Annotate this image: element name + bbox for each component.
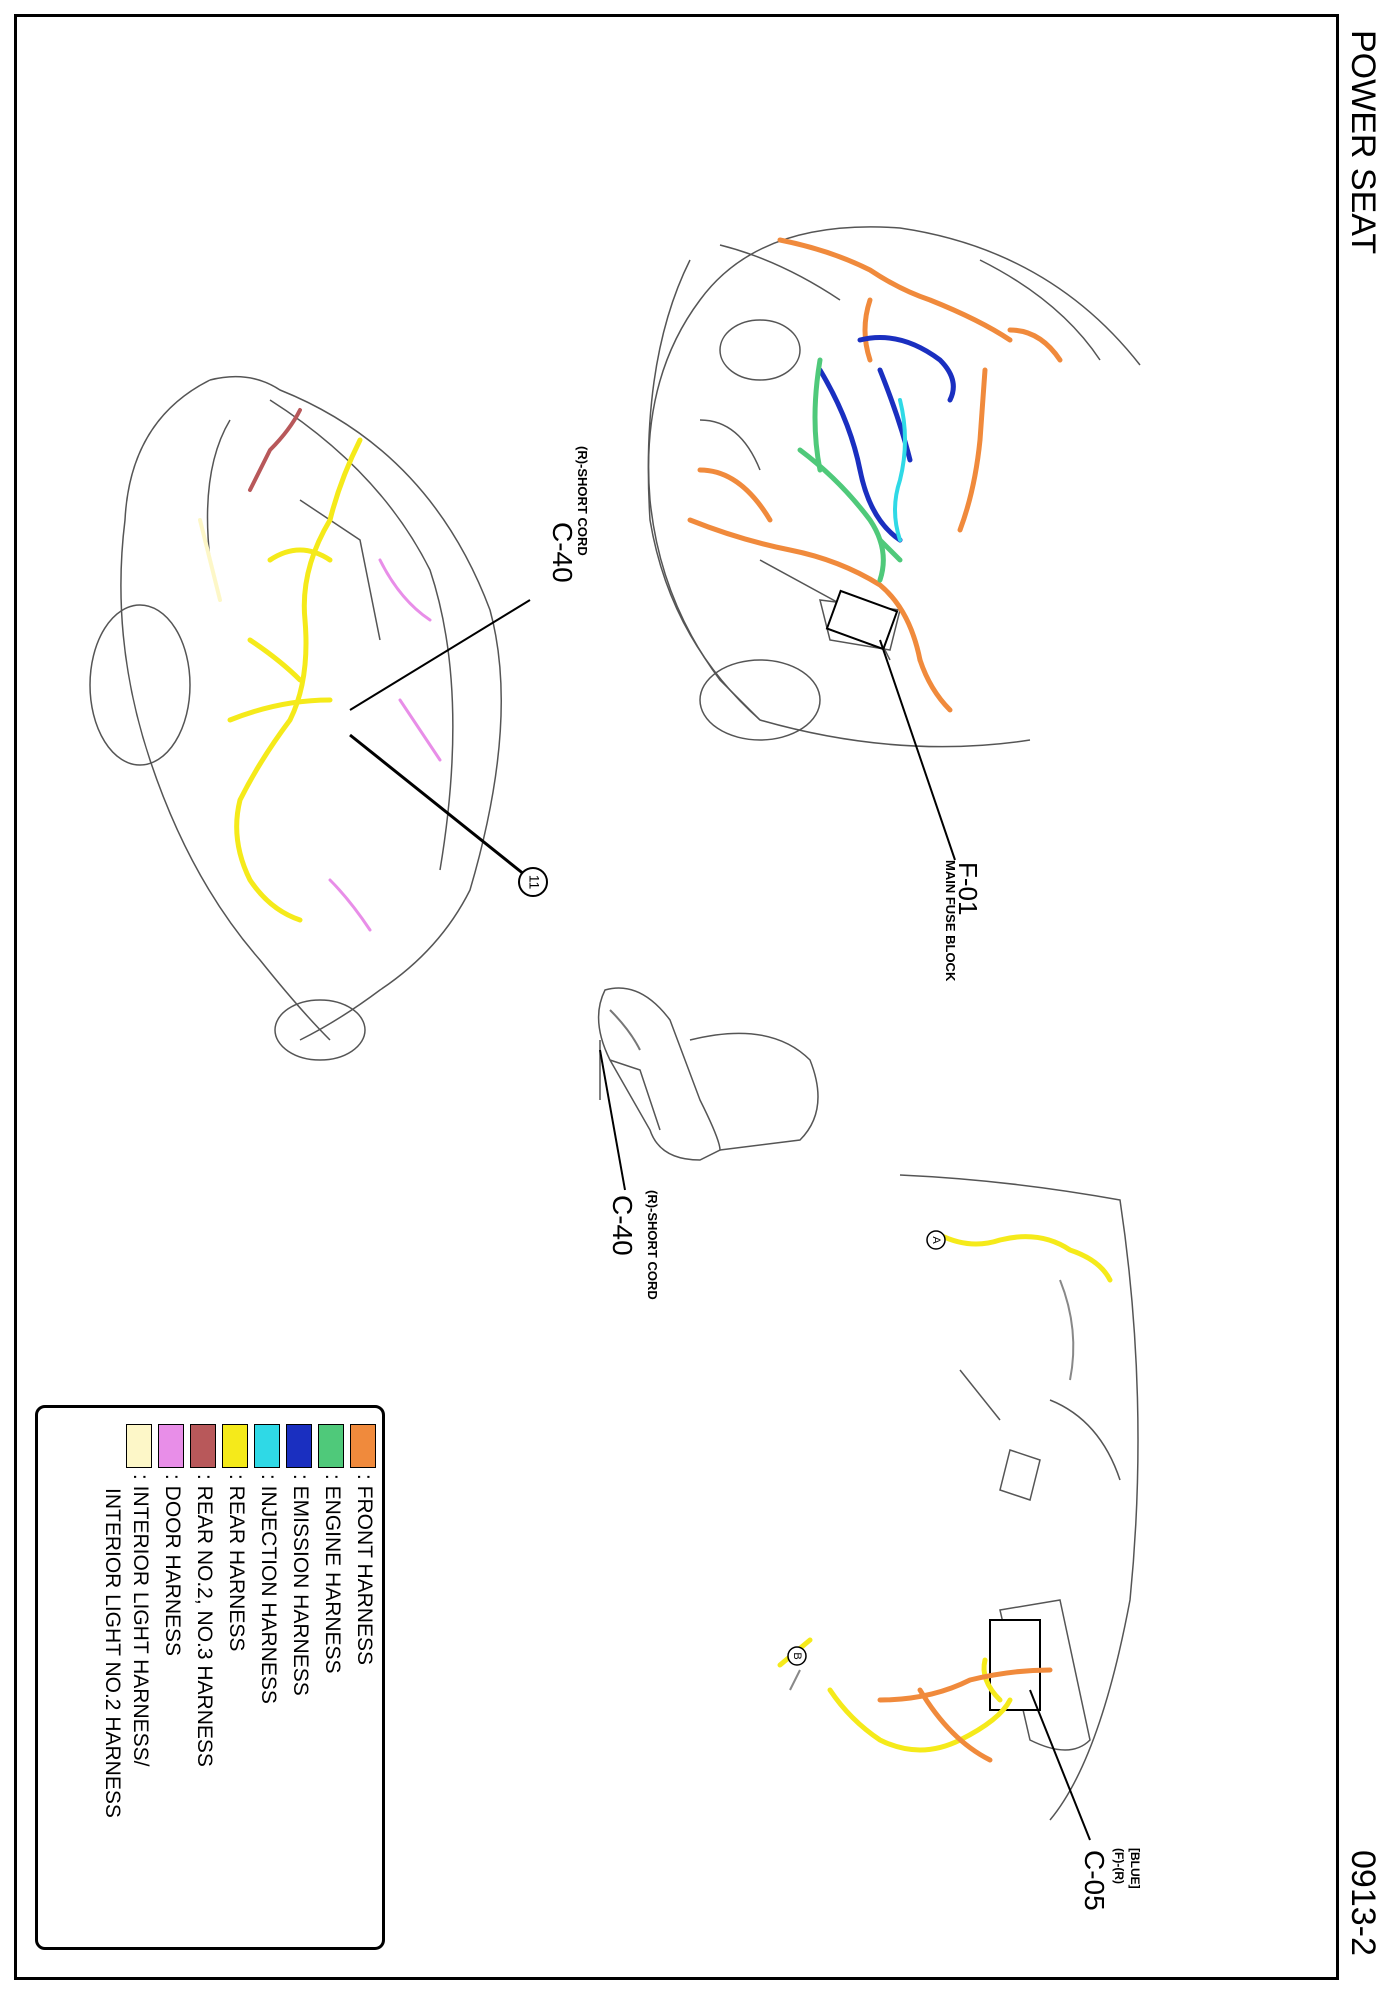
- c40-top-code: C-40: [547, 522, 578, 583]
- f01-code: F-01: [953, 862, 983, 916]
- legend-items: [48, 1424, 378, 1944]
- legend-label: [158, 1474, 186, 1656]
- legend-item: [154, 1424, 186, 1944]
- legend-label-line: : ENGINE HARNESS: [321, 1474, 344, 1674]
- vehicle-body-illustration: [90, 377, 501, 1060]
- legend-label: [98, 1474, 154, 1818]
- legend-label-line: : DOOR HARNESS: [161, 1474, 184, 1657]
- door-harness-wires: [330, 560, 440, 930]
- engine-compartment-illustration: [648, 227, 1140, 747]
- legend-label-line: : REAR HARNESS: [225, 1474, 248, 1652]
- page-title: POWER SEAT: [1344, 30, 1382, 255]
- legend-label-line-2: INTERIOR LIGHT NO.2 HARNESS: [101, 1488, 124, 1818]
- legend-label: [254, 1474, 282, 1704]
- legend-label-line: : REAR NO.2, NO.3 HARNESS: [193, 1474, 216, 1767]
- c05-line1: [BLUE]: [1128, 1848, 1142, 1889]
- legend-item: [101, 1424, 154, 1944]
- legend-label: [318, 1474, 346, 1674]
- legend-swatch: [286, 1424, 312, 1468]
- legend-item: [186, 1424, 218, 1944]
- legend-swatch: [318, 1424, 344, 1468]
- legend-label-line: : EMISSION HARNESS: [289, 1474, 312, 1696]
- c05-line2: (F)-(R): [1112, 1848, 1126, 1884]
- c40-top-leader-line: [350, 600, 530, 710]
- legend-swatch: [222, 1424, 248, 1468]
- point-b-label: B: [791, 1652, 804, 1660]
- cabin-yellow-harness-wires: [780, 1235, 1110, 1998]
- legend-label-line: : INJECTION HARNESS: [257, 1474, 280, 1704]
- legend-label: [350, 1474, 378, 1665]
- legend-label: [190, 1474, 218, 1767]
- power-seat-illustration: [599, 988, 818, 1160]
- interior-light-harness-wires: [200, 520, 220, 600]
- legend-item: [346, 1424, 378, 1944]
- legend-swatch: [158, 1424, 184, 1468]
- c05-code: C-05: [1079, 1850, 1110, 1911]
- f01-desc: MAIN FUSE BLOCK: [943, 860, 958, 982]
- legend-label-line: : INTERIOR LIGHT HARNESS/: [129, 1474, 152, 1767]
- c40-seat-code: C-40: [607, 1195, 638, 1256]
- c40-top-desc: (R)-SHORT CORD: [575, 446, 590, 556]
- legend-item: [218, 1424, 250, 1944]
- c40-seat-desc: (R)-SHORT CORD: [645, 1190, 660, 1300]
- legend-label-line: : FRONT HARNESS: [353, 1474, 376, 1665]
- ground-11-label: 11: [526, 874, 543, 890]
- emission-harness-wires: [820, 338, 953, 541]
- legend-item: [314, 1424, 346, 1944]
- f01-leader-line: [880, 640, 955, 860]
- legend-swatch: [190, 1424, 216, 1468]
- page-number: 0913-2: [1344, 1850, 1382, 1956]
- legend-label: [222, 1474, 250, 1651]
- c05-leader-line: [1030, 1690, 1090, 1840]
- legend-swatch: [126, 1424, 152, 1468]
- engine-harness-wires: [800, 360, 900, 580]
- seat-wires: [610, 1010, 640, 1050]
- point-a-label: A: [930, 1236, 943, 1244]
- rear-harness-wires: [230, 440, 360, 920]
- legend-swatch: [350, 1424, 376, 1468]
- legend-swatch: [254, 1424, 280, 1468]
- legend-item: [250, 1424, 282, 1944]
- legend-label: [286, 1474, 314, 1696]
- c40-seat-leader-line: [600, 1050, 625, 1190]
- harness-color-legend: [35, 1405, 385, 1950]
- main-fuse-block: [827, 591, 897, 649]
- legend-item: [282, 1424, 314, 1944]
- rear-no2-no3-harness-wires: [250, 410, 300, 490]
